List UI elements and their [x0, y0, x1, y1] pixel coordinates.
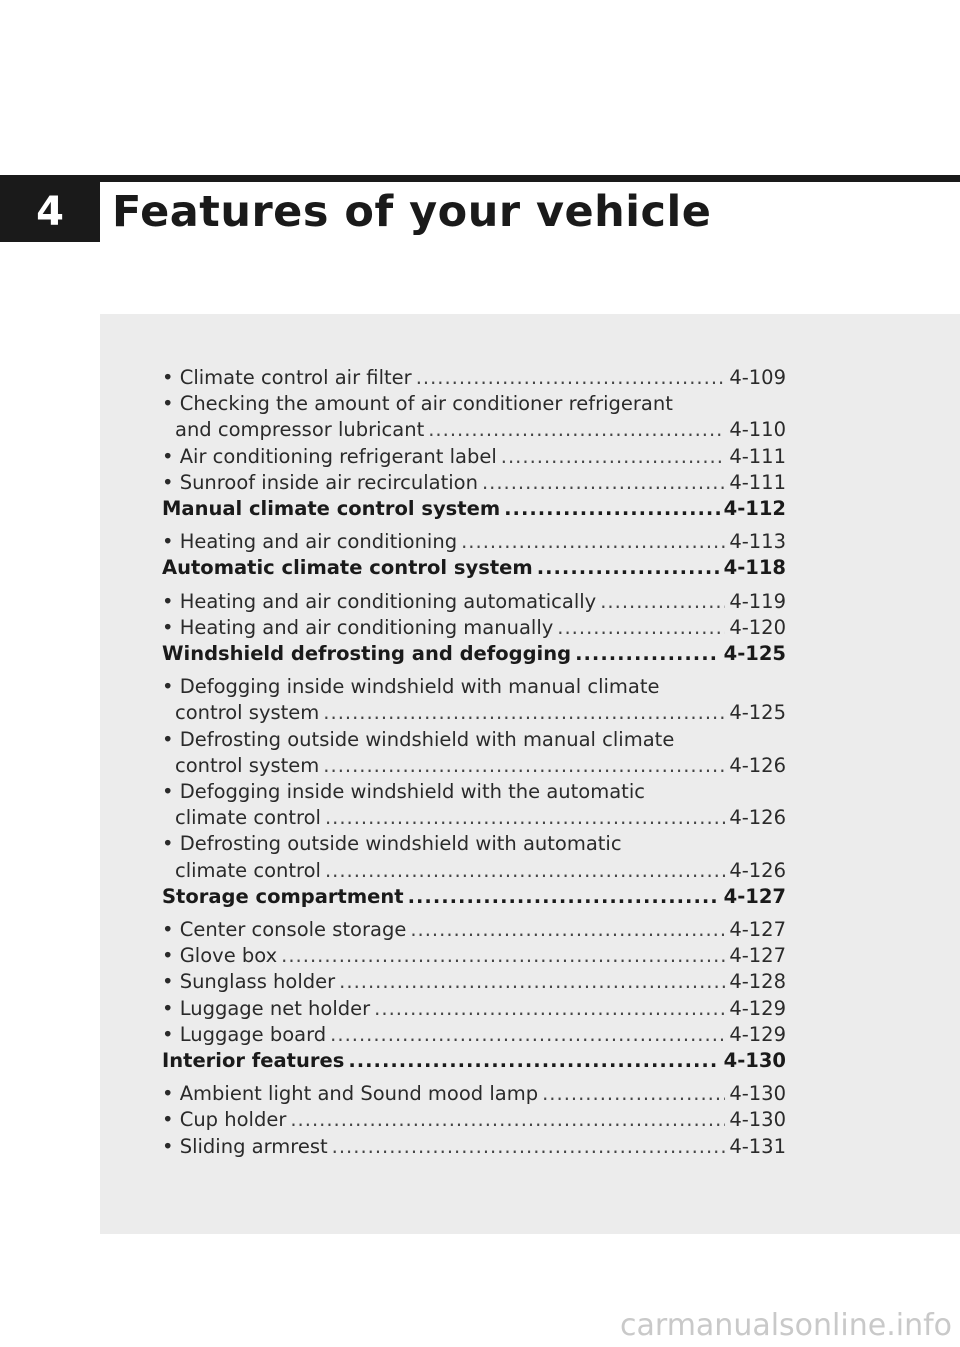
toc-page-number: 4-111	[729, 470, 786, 494]
toc-section[interactable]	[162, 555, 786, 581]
toc-label: climate control	[175, 858, 321, 882]
toc-leader-dots	[575, 641, 720, 667]
toc-label: control system	[175, 701, 320, 725]
toc-item[interactable]	[162, 969, 786, 995]
toc-label: • Heating and air conditioning automatically	[162, 589, 597, 613]
toc-label: • Cup holder	[162, 1108, 287, 1132]
toc-item[interactable]	[162, 943, 786, 969]
toc-item[interactable]	[162, 470, 786, 496]
toc-item[interactable]	[162, 589, 786, 615]
toc-label: Windshield defrosting and defogging	[162, 642, 572, 666]
toc-item-first-line: • Checking the amount of air conditioner refrigerant	[162, 392, 673, 416]
toc-item[interactable]	[162, 444, 786, 470]
toc-page-number: 4-110	[729, 418, 786, 442]
toc-item-first-line: • Defrosting outside windshield with manual climate	[162, 727, 675, 751]
header-rule	[0, 175, 960, 182]
toc-leader-dots	[482, 470, 725, 496]
toc-item[interactable]	[162, 1081, 786, 1107]
toc-page-number: 4-113	[729, 530, 786, 554]
toc-leader-dots	[537, 555, 720, 581]
toc-page-number: 4-126	[729, 753, 786, 777]
toc-page-number: 4-125	[729, 701, 786, 725]
toc-item[interactable]	[162, 1107, 786, 1133]
toc-page-number: 4-126	[729, 858, 786, 882]
toc-label: Storage compartment	[162, 884, 404, 908]
toc-item[interactable]	[162, 615, 786, 641]
toc-label: • Glove box	[162, 944, 278, 968]
toc-label: • Air conditioning refrigerant label	[162, 444, 497, 468]
toc-item[interactable]	[162, 674, 786, 726]
toc-page-number: 4-127	[729, 944, 786, 968]
chapter-title: Features of your vehicle	[112, 187, 712, 237]
toc-page-number: 4-120	[729, 615, 786, 639]
toc-page-number: 4-109	[729, 366, 786, 389]
toc-page-number: 4-129	[729, 996, 786, 1020]
toc-leader-dots	[281, 943, 725, 969]
toc-label: Automatic climate control system	[162, 556, 533, 580]
toc-leader-dots	[408, 884, 720, 910]
toc-label: Manual climate control system	[162, 497, 501, 521]
toc-item[interactable]	[162, 1022, 786, 1048]
toc-page-number: 4-119	[729, 589, 786, 613]
toc-page-number: 4-125	[723, 642, 786, 666]
toc-leader-dots	[504, 496, 719, 522]
toc-section[interactable]	[162, 496, 786, 522]
toc-page-number: 4-128	[729, 970, 786, 994]
toc-item[interactable]	[162, 727, 786, 779]
toc-item-first-line: • Defogging inside windshield with manual climate	[162, 675, 660, 699]
toc-label: • Climate control air filter	[162, 366, 412, 389]
toc-label: • Center console storage	[162, 918, 407, 942]
toc-leader-dots	[542, 1081, 725, 1107]
toc-leader-dots	[348, 1048, 719, 1074]
toc-leader-dots	[325, 805, 725, 831]
toc-page-number: 4-130	[729, 1082, 786, 1106]
toc-page-number: 4-118	[723, 556, 786, 580]
toc-page-number: 4-127	[729, 918, 786, 942]
toc-item[interactable]	[162, 996, 786, 1022]
toc-label: • Heating and air conditioning manually	[162, 615, 554, 639]
toc-item[interactable]	[162, 365, 786, 391]
table-of-contents	[162, 365, 786, 1160]
toc-page-number: 4-112	[723, 497, 786, 521]
toc-page-number: 4-126	[729, 806, 786, 830]
toc-item-first-line: • Defogging inside windshield with the automatic	[162, 780, 645, 804]
toc-label: • Sunroof inside air recirculation	[162, 470, 478, 494]
toc-page-number: 4-131	[729, 1134, 786, 1158]
toc-label: • Sunglass holder	[162, 970, 336, 994]
toc-leader-dots	[290, 1107, 725, 1133]
toc-label: • Luggage net holder	[162, 996, 371, 1020]
toc-leader-dots	[339, 969, 725, 995]
watermark: carmanualsonline.info	[620, 1308, 952, 1343]
toc-item[interactable]	[162, 1134, 786, 1160]
toc-label: Interior features	[162, 1049, 345, 1073]
toc-leader-dots	[323, 753, 725, 779]
toc-section[interactable]	[162, 641, 786, 667]
toc-leader-dots	[501, 444, 726, 470]
toc-page-number: 4-130	[729, 1108, 786, 1132]
toc-leader-dots	[416, 365, 726, 391]
toc-item[interactable]	[162, 831, 786, 883]
toc-item[interactable]	[162, 529, 786, 555]
toc-label: • Ambient light and Sound mood lamp	[162, 1082, 539, 1106]
toc-leader-dots	[330, 1022, 725, 1048]
toc-section[interactable]	[162, 884, 786, 910]
toc-label: • Heating and air conditioning	[162, 530, 458, 554]
toc-label: • Luggage board	[162, 1022, 327, 1046]
toc-leader-dots	[332, 1134, 726, 1160]
toc-label: control system	[175, 753, 320, 777]
chapter-number: 4	[0, 182, 100, 242]
toc-page-number: 4-127	[723, 884, 786, 908]
toc-page-number: 4-129	[729, 1022, 786, 1046]
toc-label: and compressor lubricant	[175, 418, 425, 442]
toc-leader-dots	[325, 858, 725, 884]
toc-label: • Sliding armrest	[162, 1134, 328, 1158]
toc-section[interactable]	[162, 1048, 786, 1074]
toc-item-first-line: • Defrosting outside windshield with automatic	[162, 832, 622, 856]
toc-label: climate control	[175, 806, 321, 830]
toc-leader-dots	[428, 417, 725, 443]
toc-leader-dots	[374, 996, 725, 1022]
toc-leader-dots	[600, 589, 725, 615]
toc-leader-dots	[323, 700, 725, 726]
toc-item[interactable]	[162, 779, 786, 831]
toc-page-number: 4-130	[723, 1049, 786, 1073]
toc-leader-dots	[557, 615, 725, 641]
toc-leader-dots	[461, 529, 725, 555]
toc-item[interactable]	[162, 917, 786, 943]
toc-item[interactable]	[162, 391, 786, 443]
toc-page-number: 4-111	[729, 444, 786, 468]
toc-leader-dots	[410, 917, 725, 943]
